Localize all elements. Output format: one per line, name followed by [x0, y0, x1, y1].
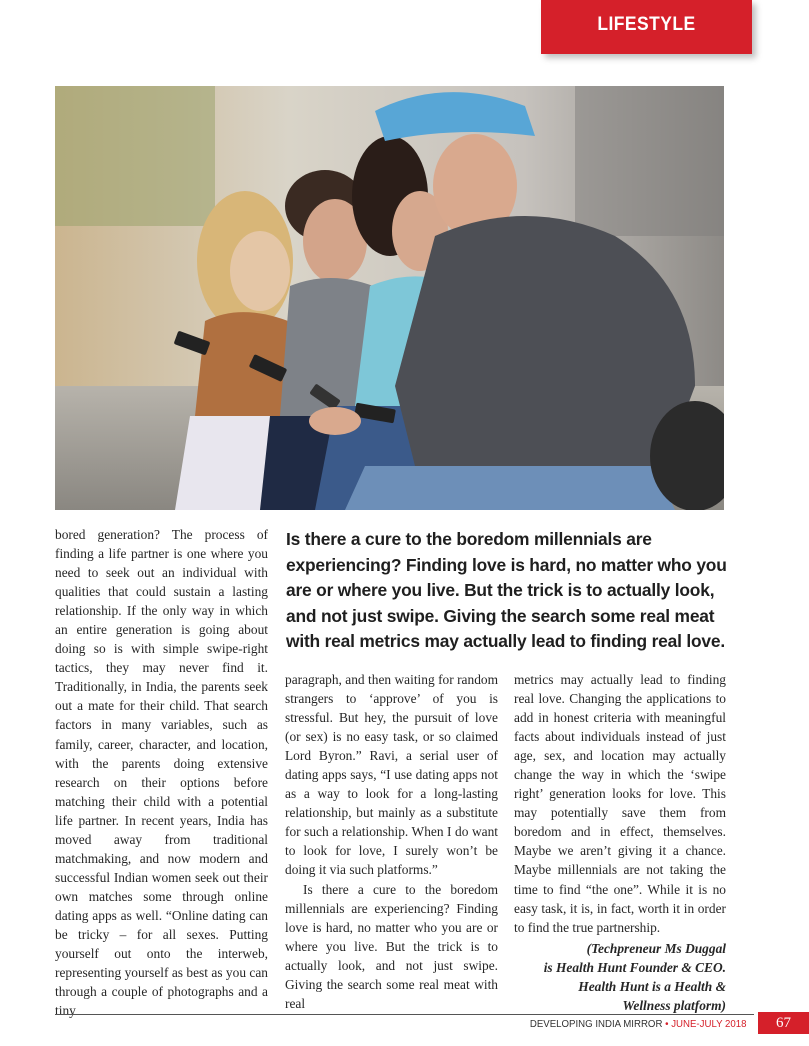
photo-illustration — [55, 86, 724, 510]
page-number: 67 — [758, 1012, 809, 1034]
article-photo — [55, 86, 724, 510]
article-paragraph: bored generation? The process of finding a life partner is one where you need to seek out an individual with qualities that could sustain a lasting relationship. If the only way in which an entire generation is going about doing so is with simple swipe-right tactics, they may never find it. Traditionally, in India, the parents seek out a mate for their child. That search factors in many variables, such as family, career, character, and location, with the parents doing extensive research on their options before matching their child with a potential life partner. In recent years, India has moved away from traditional matchmaking, and now modern and successful Indian women seek out their own matches some through online dating apps as well. “Online dating can be tricky – for all sexes. Putting yourself out onto the interweb, representing yourself as best as you can through a couple of photographs and a tiny — [55, 527, 268, 1019]
author-bio-line: (Techpreneur Ms Duggal — [586, 940, 726, 956]
publication-name: DEVELOPING INDIA MIRROR — [530, 1018, 663, 1030]
author-bio-line: Wellness platform) — [622, 997, 726, 1013]
issue-date: JUNE-JULY 2018 — [671, 1018, 747, 1030]
article-column-2 — [285, 670, 498, 1013]
article-paragraph: Is there a cure to the boredom millennials are experiencing? Finding love is hard, no matter who you are or where you live. But the trick is to actually look, and not just swipe. Giving the search some real meat with real — [285, 881, 498, 1011]
section-tab — [541, 0, 752, 54]
footer-publication-line — [530, 1018, 747, 1030]
article-column-1 — [55, 525, 268, 1020]
author-bio-line: Health Hunt is a Health & — [578, 978, 726, 994]
author-bio-line: is Health Hunt Founder & CEO. — [543, 959, 726, 975]
footer-divider — [55, 1014, 754, 1015]
article-paragraph: paragraph, and then waiting for random strangers to ‘approve’ of you is stressful. But hey, the pursuit of love (or sex) is no easy task, or so claimed Lord Byron.” Ravi, a serial user of dating apps says, “I use dating apps not as a way to look for a long-lasting relationship, but mainly as a substitute for such a relationship. When I do want to look for love, I surely won’t be doing it via such platforms.” — [285, 672, 498, 878]
section-label: LIFESTYLE — [597, 14, 696, 35]
pull-quote: Is there a cure to the boredom millennials are experiencing? Finding love is hard, no matter who you are or where you live. But the trick is to actually look, and not just swipe. Giving the search some real meat with real metrics may actually lead to finding real love. — [286, 529, 727, 651]
article-column-3 — [514, 670, 726, 1015]
author-bio — [514, 939, 726, 1015]
footer-separator: • — [665, 1018, 669, 1030]
article-paragraph: metrics may actually lead to finding real love. Changing the applications to add in honest criteria with meaningful facts about individuals instead of just age, sex, and location may actually change the way in which the ‘swipe right’ generation looks for love. This may potentially save them from boredom and in effect, themselves. Maybe we aren’t giving it a chance. Maybe millennials are not taking the time to find “the one”. While it is no easy task, it is, in fact, worth it in order to find the true partnership. — [514, 672, 726, 935]
